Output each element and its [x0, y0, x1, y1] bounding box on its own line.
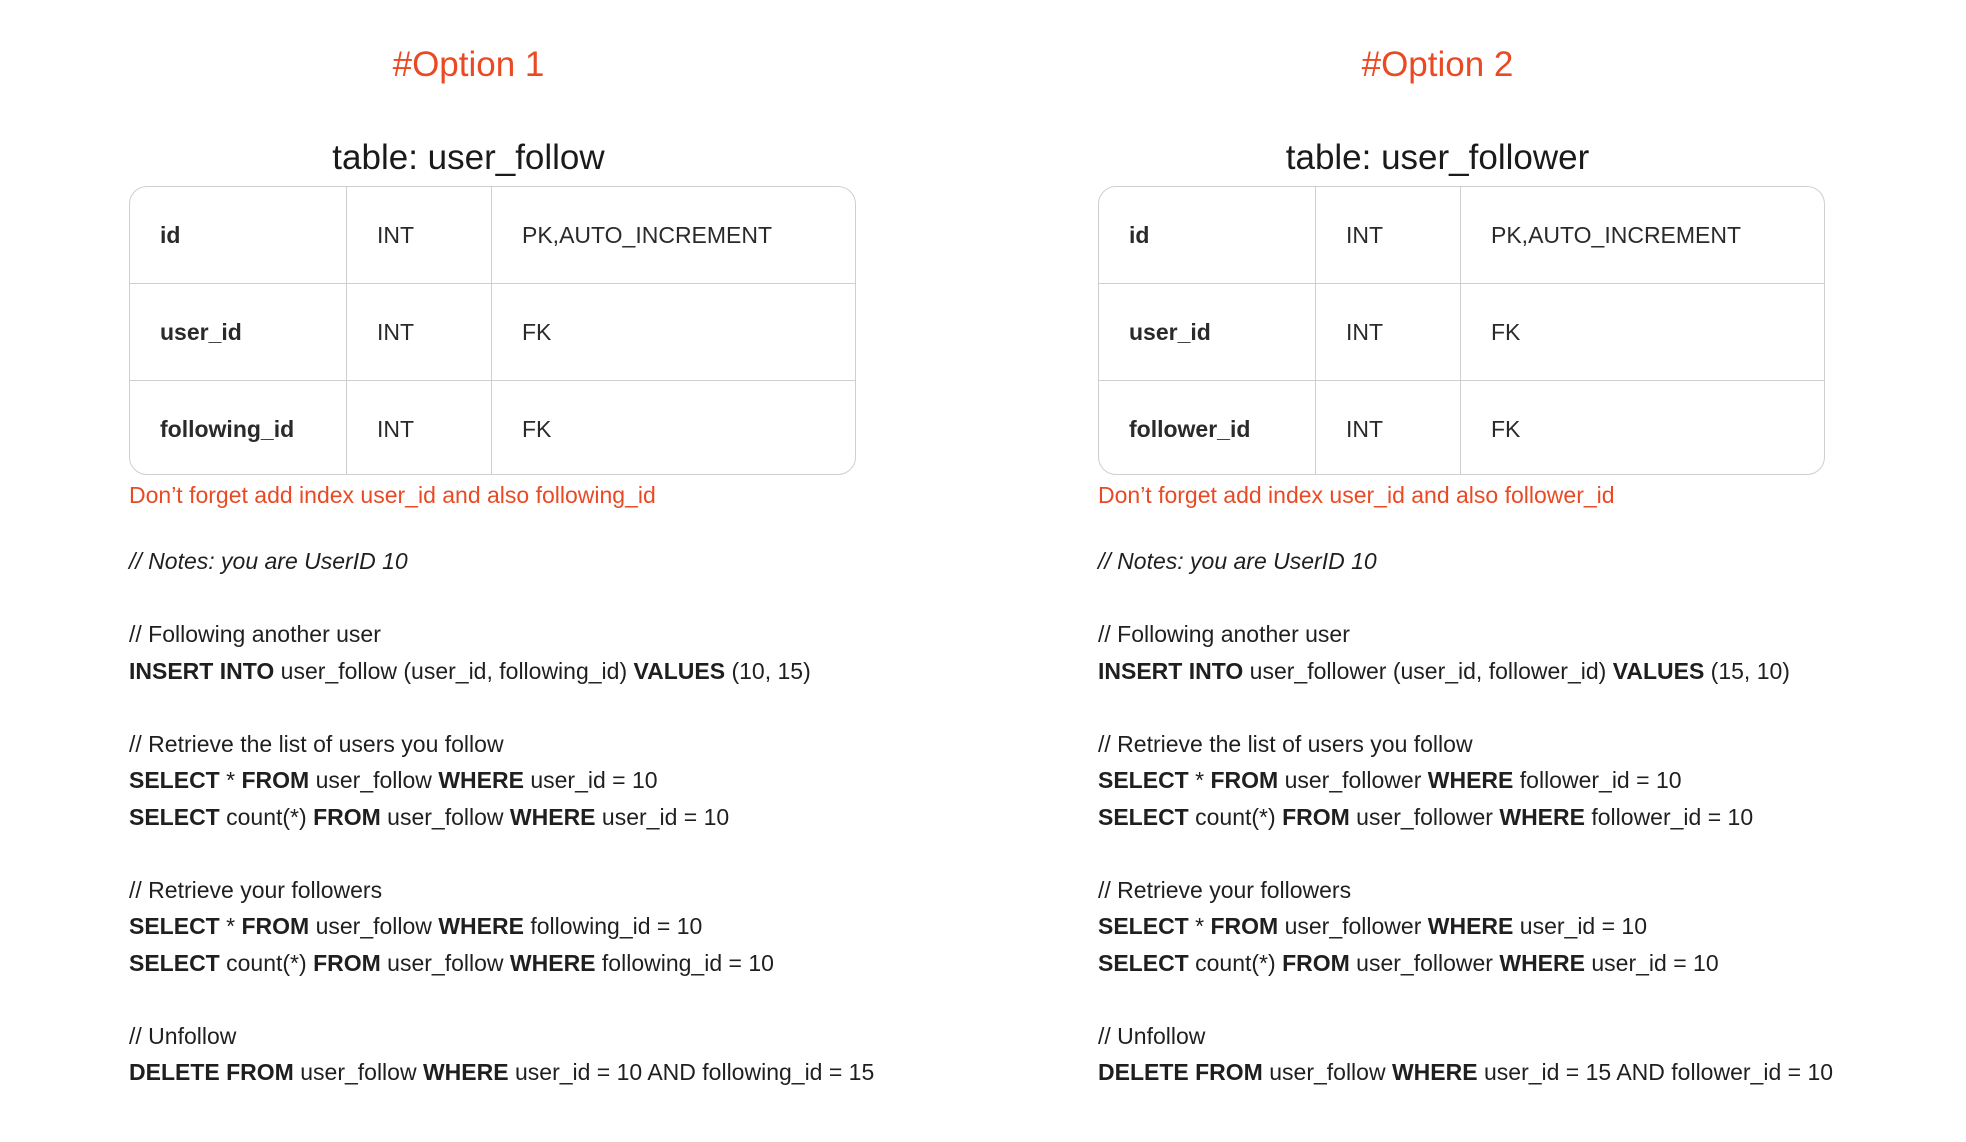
count-following-statement: SELECT count(*) FROM user_follower WHERE follower_id = 10	[1098, 803, 1754, 830]
select-followers-statement: SELECT * FROM user_follow WHERE following_id = 10	[129, 913, 703, 939]
notes-comment: // Notes: you are UserID 10	[129, 548, 408, 574]
column-constraint: FK	[1491, 318, 1521, 345]
column-constraint: FK	[1491, 415, 1521, 442]
column-constraint: PK,AUTO_INCREMENT	[1491, 221, 1742, 248]
column-type: INT	[1316, 284, 1461, 380]
column-name: id	[1099, 187, 1316, 283]
sql-code-block	[129, 543, 874, 1091]
index-note: Don’t forget add index user_id and also following_id	[129, 482, 656, 508]
column-type: INT	[347, 381, 492, 475]
unfollow-comment: // Unfollow	[129, 1022, 237, 1049]
following-comment: // Retrieve the list of users you follow	[129, 730, 504, 757]
column-type: INT	[1316, 187, 1461, 283]
index-note: Don’t forget add index user_id and also follower_id	[1098, 482, 1615, 508]
following-comment: // Retrieve the list of users you follow	[1098, 730, 1473, 757]
delete-statement: DELETE FROM user_follow WHERE user_id = 15 AND follower_id = 10	[1098, 1059, 1834, 1085]
followers-comment: // Retrieve your followers	[1098, 876, 1352, 903]
column-constraint: PK,AUTO_INCREMENT	[522, 221, 773, 248]
column-name: id	[130, 187, 347, 283]
select-following-statement: SELECT * FROM user_follow WHERE user_id = 10	[129, 767, 658, 793]
schema-table	[1098, 186, 1825, 475]
delete-statement: DELETE FROM user_follow WHERE user_id = 10 AND following_id = 15	[129, 1059, 875, 1085]
sql-code-block	[1098, 543, 1833, 1091]
insert-statement: INSERT INTO user_follower (user_id, follower_id) VALUES (15, 10)	[1098, 657, 1790, 684]
schema-table	[129, 186, 856, 475]
followers-comment: // Retrieve your followers	[129, 876, 383, 903]
select-following-statement: SELECT * FROM user_follower WHERE follower_id = 10	[1098, 767, 1682, 793]
table-title: table: user_follower	[1285, 138, 1590, 177]
table-row	[1099, 187, 1824, 284]
insert-statement: INSERT INTO user_follow (user_id, following_id) VALUES (10, 15)	[129, 657, 811, 684]
column-name: user_id	[1099, 284, 1316, 380]
unfollow-comment: // Unfollow	[1098, 1022, 1206, 1049]
column-type: INT	[347, 187, 492, 283]
table-row	[130, 284, 855, 381]
table-row	[1099, 381, 1824, 475]
table-row	[130, 381, 855, 475]
count-followers-statement: SELECT count(*) FROM user_follower WHERE user_id = 10	[1098, 949, 1719, 976]
column-constraint: FK	[522, 415, 552, 442]
table-title: table: user_follow	[332, 138, 605, 177]
count-following-statement: SELECT count(*) FROM user_follow WHERE user_id = 10	[129, 803, 730, 830]
option-title: #Option 2	[1361, 45, 1514, 84]
notes-comment: // Notes: you are UserID 10	[1098, 548, 1377, 574]
follow-comment: // Following another user	[1098, 621, 1350, 647]
column-name: follower_id	[1099, 381, 1316, 475]
column-constraint: FK	[522, 318, 552, 345]
follow-comment: // Following another user	[129, 621, 381, 647]
table-row	[1099, 284, 1824, 381]
count-followers-statement: SELECT count(*) FROM user_follow WHERE following_id = 10	[129, 949, 774, 976]
option-title: #Option 1	[392, 45, 545, 84]
column-name: user_id	[130, 284, 347, 380]
column-type: INT	[1316, 381, 1461, 475]
column-name: following_id	[130, 381, 347, 475]
column-type: INT	[347, 284, 492, 380]
select-followers-statement: SELECT * FROM user_follower WHERE user_id = 10	[1098, 913, 1648, 939]
table-row	[130, 187, 855, 284]
